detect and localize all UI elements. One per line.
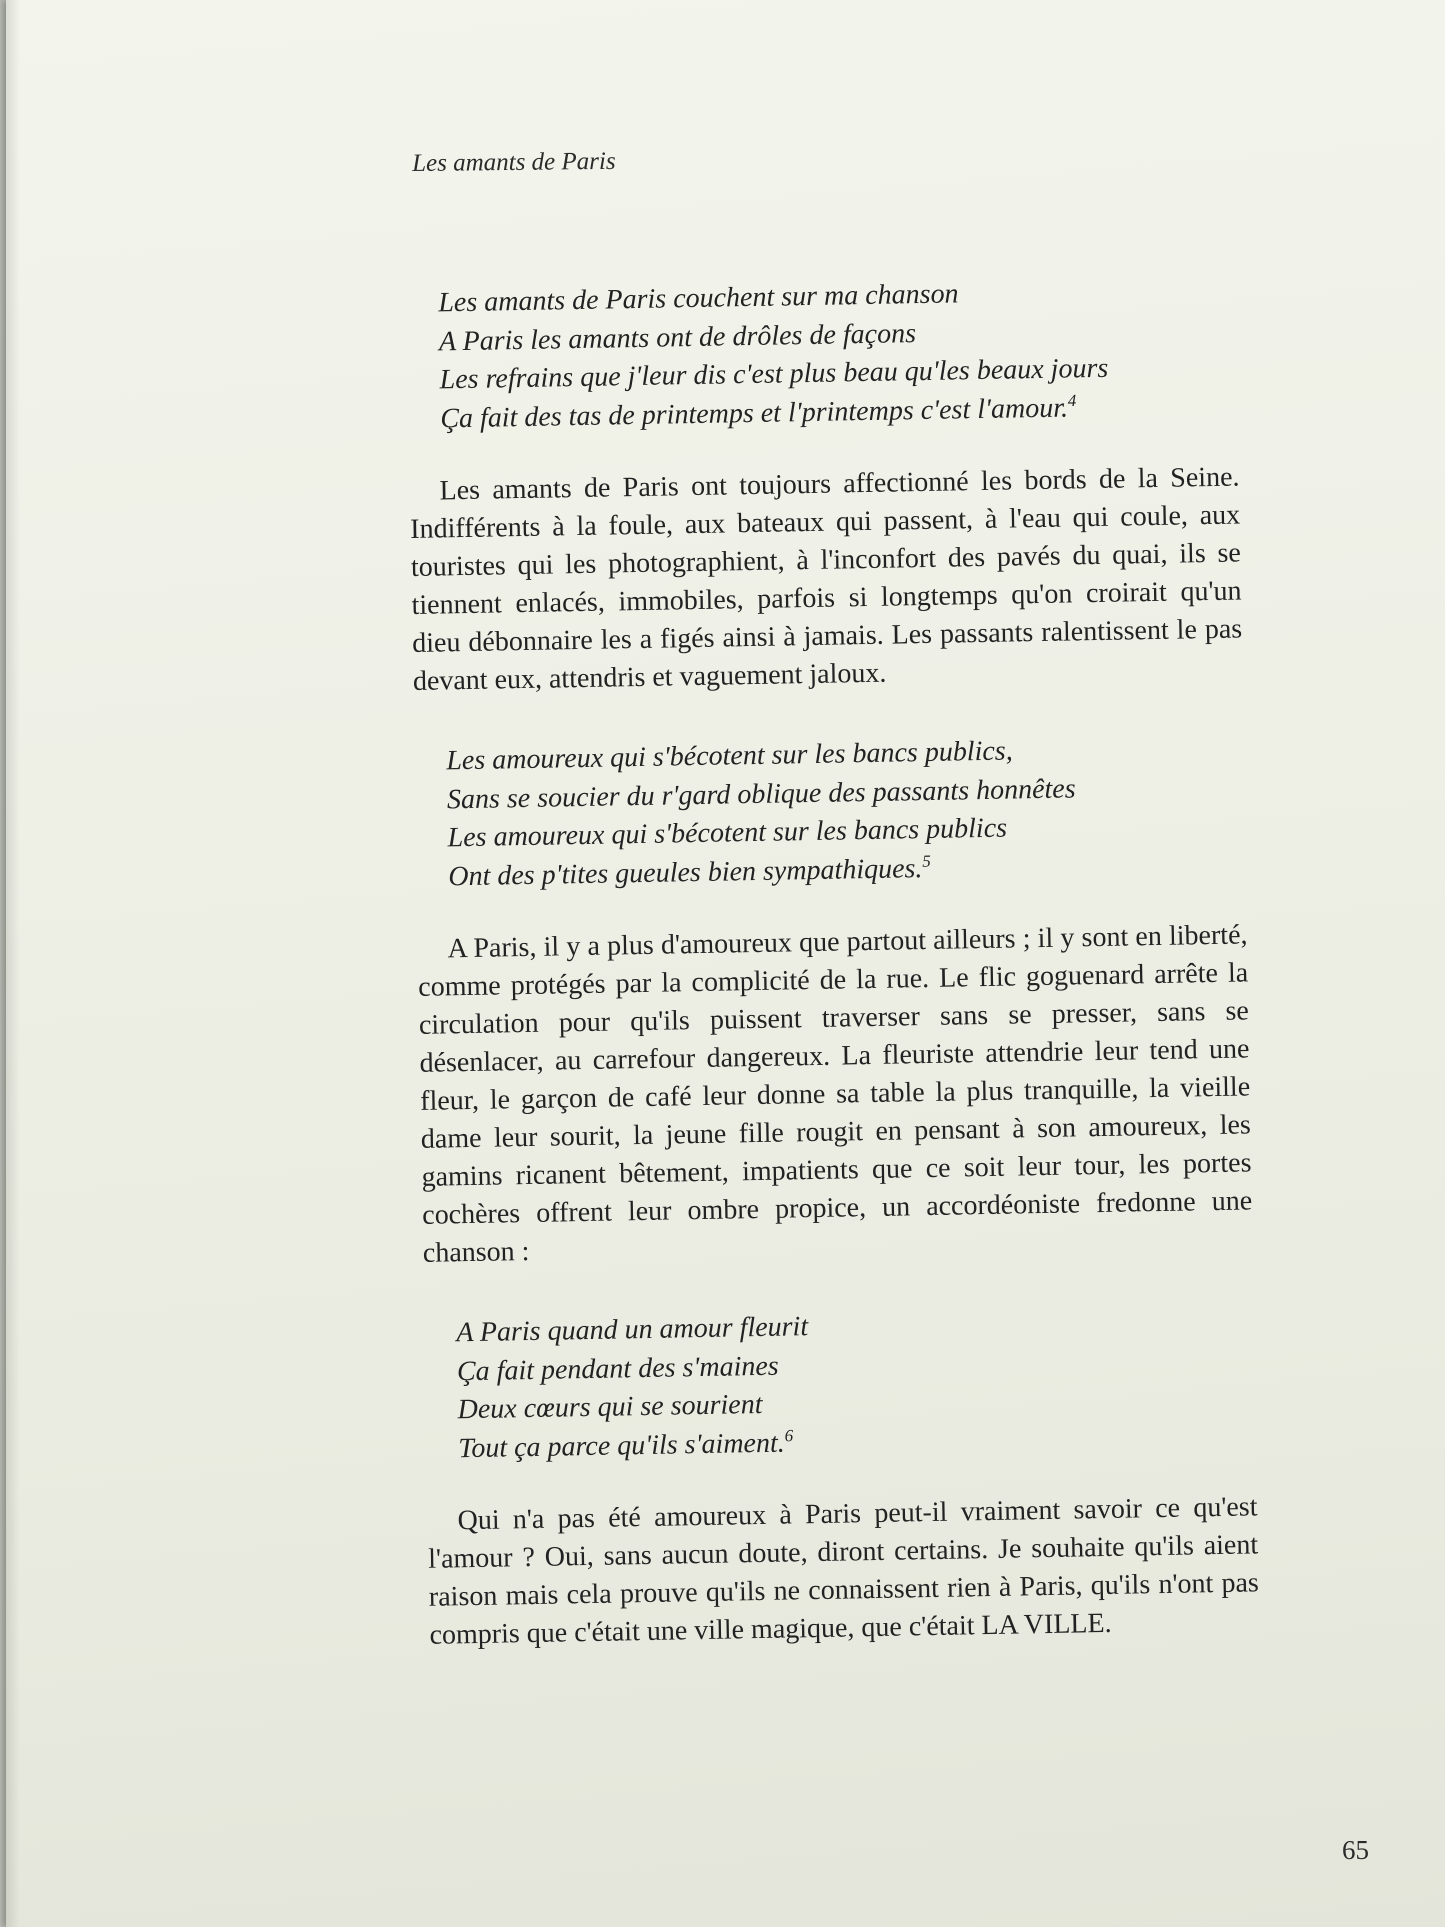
verse-line: Ça fait pendant des s'maines xyxy=(456,1350,779,1387)
verse-line-text: Ont des p'tites gueules bien sympathiques. xyxy=(448,852,923,892)
verse-line: Les amants de Paris couchent sur ma chanson xyxy=(438,278,959,319)
verse-line: A Paris quand un amour fleurit xyxy=(456,1311,809,1349)
footnote-marker: 5 xyxy=(922,851,931,871)
footnote-marker: 4 xyxy=(1067,390,1077,410)
text-block xyxy=(406,271,1260,1655)
page-number: 65 xyxy=(1342,1835,1369,1865)
verse-line-text: Tout ça parce qu'ils s'aiment. xyxy=(458,1427,785,1464)
verse-line: Les amoureux qui s'bécotent sur les bancs publics xyxy=(447,812,1008,854)
paragraph-3: Qui n'a pas été amoureux à Paris peut-il vraiment savoir ce qu'est l'amour ? Oui, sans aucun doute, diront certains. Je souhaite qu'ils aient raison mais cela prouve qu'ils ne connaissent rien à Paris, qu'ils n'ont pas compris que c'était une ville magique, que c'était LA VILLE. xyxy=(427,1491,1260,1651)
verse-line: Les amoureux qui s'bécotent sur les bancs publics, xyxy=(446,735,1013,777)
stanza-3 xyxy=(456,1300,1257,1468)
verse-line: Deux cœurs qui se sourient xyxy=(457,1388,763,1426)
verse-line-text: Ça fait des tas de printemps et l'printemps c'est l'amour. xyxy=(440,391,1069,434)
book-page xyxy=(6,0,1445,1927)
paragraph-1: Les amants de Paris ont toujours affectionné les bords de la Seine. Indifférents à la foule, aux bateaux qui passent, à l'eau qui coule, aux touristes qui les photographient, à l'inconfort des pavés du quai, ils se tiennent enlacés, immobiles, parfois si longtemps qu'on croirait qu'un dieu débonnaire les a figés ainsi à jamais. Les passants ralentissent le pas devant eux, attendris et vaguement jaloux. xyxy=(409,461,1243,697)
footnote-marker: 6 xyxy=(784,1425,794,1445)
verse-line: A Paris les amants ont de drôles de façons xyxy=(438,317,917,357)
verse-line: Les refrains que j'leur dis c'est plus beau qu'les beaux jours xyxy=(439,352,1109,396)
paragraph-2: A Paris, il y a plus d'amoureux que partout ailleurs ; il y sont en liberté, comme protégés par la complicité de la rue. Le flic goguenard arrête la circulation pour qu'ils puissent traverser sans se presser, sans se désenlacer, au carrefour dangereux. La fleuriste attendrie leur tend une fleur, le garçon de café leur donne sa table la plus tranquille, la vieille dame leur sourit, la jeune fille rougit en pensant à son amoureux, les gamins ricanent bêtement, impatients que ce soit leur tour, les portes cochères offrent leur ombre propice, un accordéoniste fredonne une chanson : xyxy=(417,919,1253,1269)
running-title: Les amants de Paris xyxy=(412,147,616,177)
stanza-1 xyxy=(438,271,1239,439)
verse-line: Sans se soucier du r'gard oblique des passants honnêtes xyxy=(446,772,1076,815)
stanza-2 xyxy=(446,728,1247,896)
